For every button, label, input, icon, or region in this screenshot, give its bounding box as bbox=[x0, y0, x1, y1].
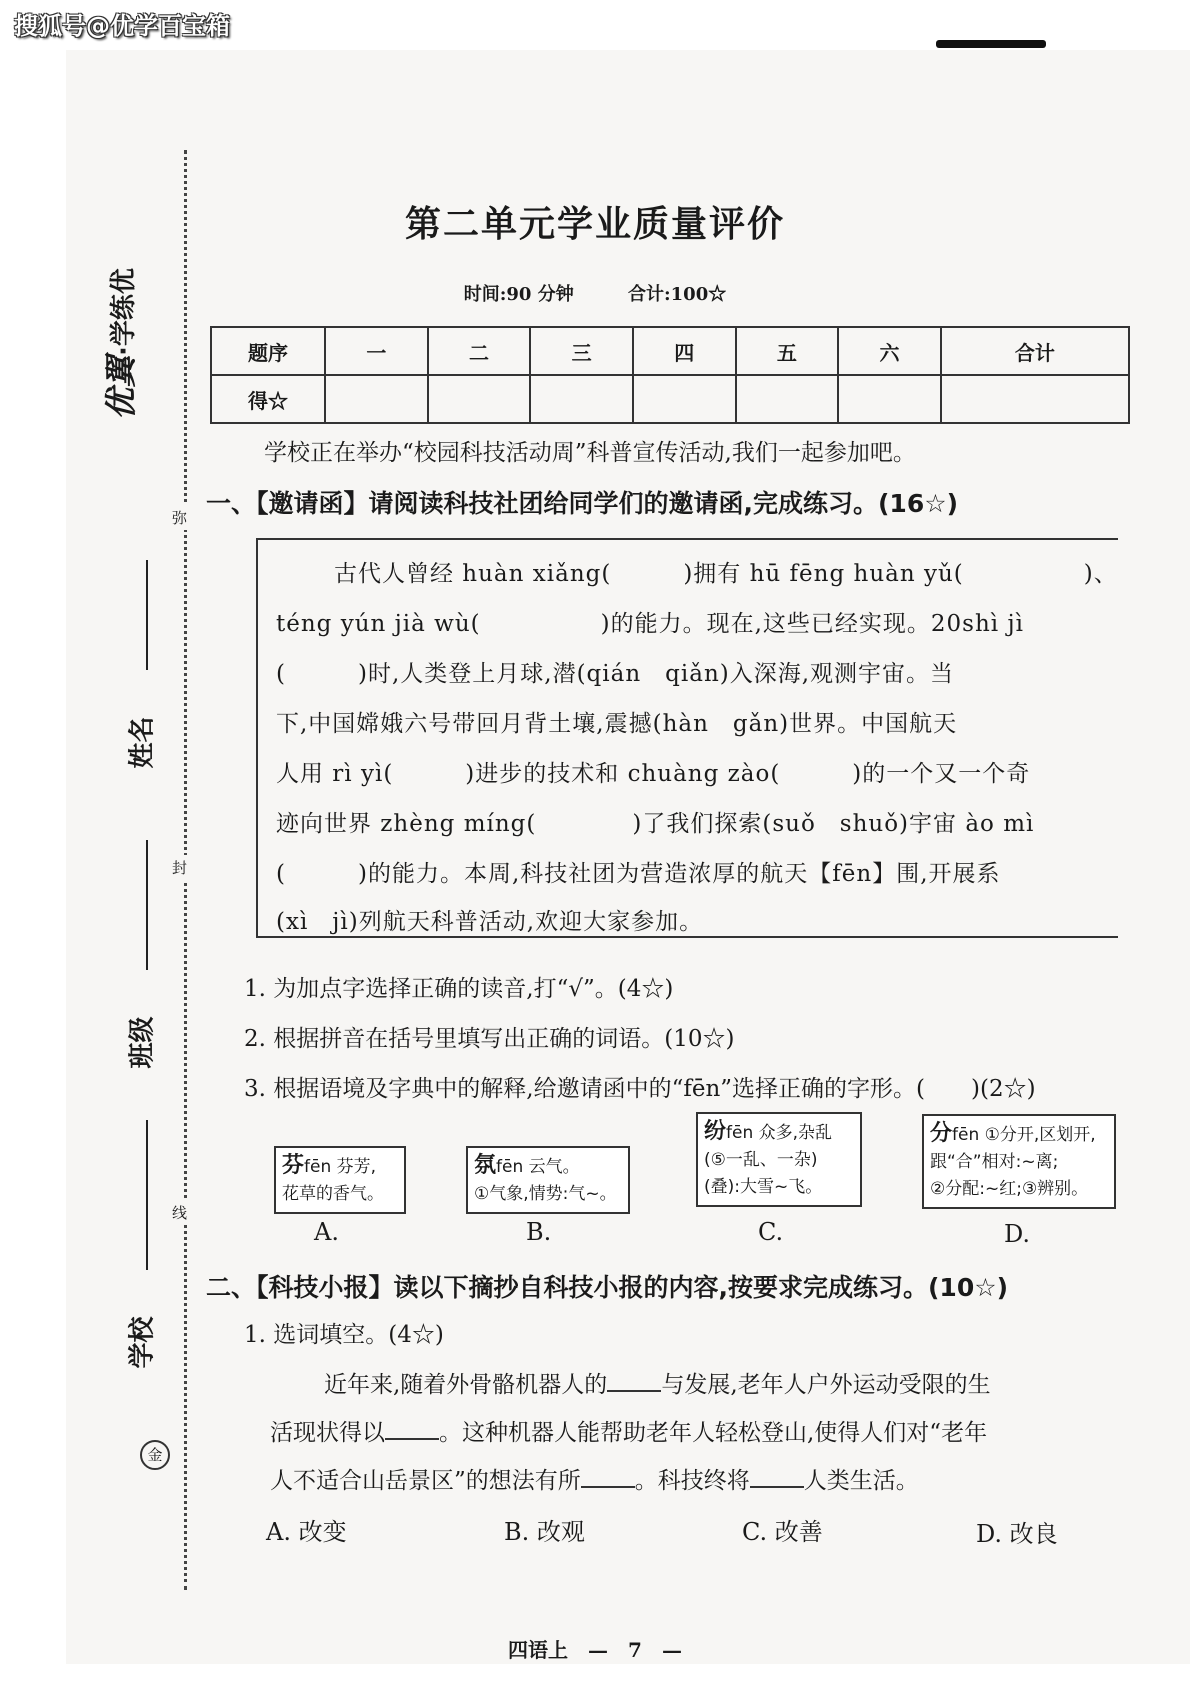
section1-heading: 一、【邀请函】请阅读科技社团给同学们的邀请函,完成练习。(16☆) bbox=[206, 489, 959, 518]
letter-line: 下,中国嫦娥六号带回月背土壤,震撼(hàn gǎn)世界。中国航天 bbox=[276, 711, 958, 737]
letter-line: 古代人曾经 huàn xiǎng( )拥有 hū fēng huàn yǔ( )、 bbox=[334, 561, 1118, 587]
dict-entry-d bbox=[922, 1114, 1116, 1209]
score-header-cell: 一 bbox=[325, 327, 428, 375]
cut-mark-feng: 封 bbox=[172, 855, 187, 880]
dict-char: 纷 bbox=[704, 1119, 727, 1144]
dict-line: fēn ①分开,区划开, bbox=[952, 1125, 1096, 1145]
letter-line: 人用 rì yì( )进步的技术和 chuàng zào( )的一个又一个奇 bbox=[276, 761, 1031, 787]
section2-heading: 二、【科技小报】读以下摘抄自科技小报的内容,按要求完成练习。(10☆) bbox=[206, 1273, 1009, 1302]
dict-entry-b bbox=[466, 1146, 630, 1214]
score-header-cell: 四 bbox=[633, 327, 736, 375]
dict-char: 芬 bbox=[282, 1153, 305, 1178]
word-option-d[interactable]: D. 改良 bbox=[976, 1520, 1058, 1548]
class-line[interactable] bbox=[146, 840, 148, 970]
passage-text: 人类生活。 bbox=[803, 1468, 919, 1494]
score-header-cell: 合计 bbox=[941, 327, 1129, 375]
dict-option-d[interactable]: D. bbox=[1004, 1220, 1031, 1248]
exam-info bbox=[0, 280, 1190, 306]
school-line[interactable] bbox=[146, 1120, 148, 1270]
page-title: 第二单元学业质量评价 bbox=[404, 204, 785, 245]
score-row-label: 得☆ bbox=[211, 375, 325, 423]
letter-line: (xì jì)列航天科普活动,欢迎大家参加。 bbox=[276, 909, 704, 935]
passage-line bbox=[324, 1366, 991, 1399]
dict-option-a[interactable]: A. bbox=[314, 1218, 339, 1246]
watermark-text: 搜狐号@优学百宝箱 bbox=[14, 12, 230, 40]
gold-badge-icon: 金 bbox=[140, 1440, 170, 1470]
dict-line: ②分配:~红;③辨别。 bbox=[930, 1179, 1089, 1199]
dict-entry-a bbox=[274, 1146, 406, 1214]
dict-line: (⑤一乱、一杂) bbox=[704, 1150, 818, 1170]
class-label: 班级 bbox=[127, 1016, 158, 1069]
name-label: 姓名 bbox=[127, 716, 158, 769]
word-option-a[interactable]: A. 改变 bbox=[266, 1518, 347, 1546]
top-bar-decoration bbox=[936, 40, 1046, 48]
passage-line bbox=[270, 1462, 919, 1495]
fill-blank[interactable] bbox=[607, 1370, 661, 1392]
score-value-row bbox=[211, 375, 1129, 423]
score-cell[interactable] bbox=[941, 375, 1129, 423]
dict-line: 花草的香气。 bbox=[282, 1184, 384, 1204]
passage-text: 。这种机器人能帮助老年人轻松登山,使得人们对“老年 bbox=[439, 1420, 988, 1446]
cut-mark-mi: 弥 bbox=[172, 505, 187, 530]
time-limit: 时间:90 分钟 bbox=[463, 284, 574, 305]
passage-line bbox=[270, 1414, 987, 1447]
letter-line: téng yún jià wù( )的能力。现在,这些已经实现。20shì jì bbox=[276, 611, 1024, 637]
passage-text: 近年来,随着外骨骼机器人的 bbox=[324, 1372, 608, 1398]
score-header-cell: 题序 bbox=[211, 327, 325, 375]
score-cell[interactable] bbox=[736, 375, 839, 423]
dict-line: (叠):大雪~飞。 bbox=[704, 1177, 823, 1197]
letter-line: ( )的能力。本周,科技社团为营造浓厚的航天【fēn】围,开展系 bbox=[276, 861, 1001, 887]
score-header-cell: 五 bbox=[736, 327, 839, 375]
score-header-cell: 六 bbox=[838, 327, 941, 375]
dict-option-b[interactable]: B. bbox=[526, 1218, 552, 1246]
passage-text: 活现状得以 bbox=[270, 1420, 385, 1446]
score-cell[interactable] bbox=[633, 375, 736, 423]
dict-entry-c bbox=[696, 1112, 862, 1207]
page-footer: 四语上 — 7 — bbox=[508, 1638, 682, 1662]
total-score: 合计:100☆ bbox=[628, 284, 727, 305]
cut-mark-xian: 线 bbox=[172, 1200, 187, 1225]
question-1-3: 3. 根据语境及字典中的解释,给邀请函中的“fēn”选择正确的字形。( )(2☆) bbox=[244, 1076, 1036, 1102]
dict-line: fēn 芬芳, bbox=[304, 1157, 377, 1177]
question-2-1: 1. 选词填空。(4☆) bbox=[244, 1322, 444, 1348]
score-cell[interactable] bbox=[838, 375, 941, 423]
name-line[interactable] bbox=[146, 560, 148, 670]
intro-text: 学校正在举办“校园科技活动周”科普宣传活动,我们一起参加吧。 bbox=[264, 440, 916, 466]
dict-line: fēn 云气。 bbox=[496, 1157, 580, 1177]
dict-option-c[interactable]: C. bbox=[758, 1218, 784, 1246]
score-table bbox=[210, 326, 1130, 424]
score-cell[interactable] bbox=[530, 375, 633, 423]
question-1-1: 1. 为加点字选择正确的读音,打“√”。(4☆) bbox=[244, 976, 674, 1002]
dict-char: 氛 bbox=[474, 1153, 497, 1178]
dict-char: 分 bbox=[930, 1121, 953, 1146]
score-header-row bbox=[211, 327, 1129, 375]
fill-blank[interactable] bbox=[750, 1466, 804, 1488]
score-header-cell: 三 bbox=[530, 327, 633, 375]
score-header-cell: 二 bbox=[428, 327, 531, 375]
brand-sub: ·学练优 bbox=[109, 268, 139, 356]
passage-text: 。科技终将 bbox=[634, 1468, 750, 1494]
fill-blank[interactable] bbox=[581, 1466, 635, 1488]
passage-text: 人不适合山岳景区”的想法有所 bbox=[270, 1468, 581, 1494]
score-cell[interactable] bbox=[428, 375, 531, 423]
passage-text: 与发展,老年人户外运动受限的生 bbox=[661, 1372, 991, 1398]
fill-blank[interactable] bbox=[385, 1418, 439, 1440]
dict-line: ①气象,情势:气~。 bbox=[474, 1184, 617, 1204]
letter-line: 迹向世界 zhèng míng( )了我们探索(suǒ shuǒ)宇宙 ào mì bbox=[276, 811, 1035, 837]
dict-line: 跟“合”相对:~离; bbox=[930, 1152, 1059, 1172]
word-option-b[interactable]: B. 改观 bbox=[504, 1518, 585, 1546]
question-1-2: 2. 根据拼音在括号里填写出正确的词语。(10☆) bbox=[244, 1026, 735, 1052]
score-cell[interactable] bbox=[325, 375, 428, 423]
school-label: 学校 bbox=[127, 1316, 158, 1369]
word-option-c[interactable]: C. 改善 bbox=[742, 1518, 823, 1546]
dict-line: fēn 众多,杂乱 bbox=[726, 1123, 833, 1143]
letter-line: ( )时,人类登上月球,潜(qián qiǎn)入深海,观测宇宙。当 bbox=[276, 661, 955, 687]
brand-main: 优翼 bbox=[102, 355, 140, 420]
